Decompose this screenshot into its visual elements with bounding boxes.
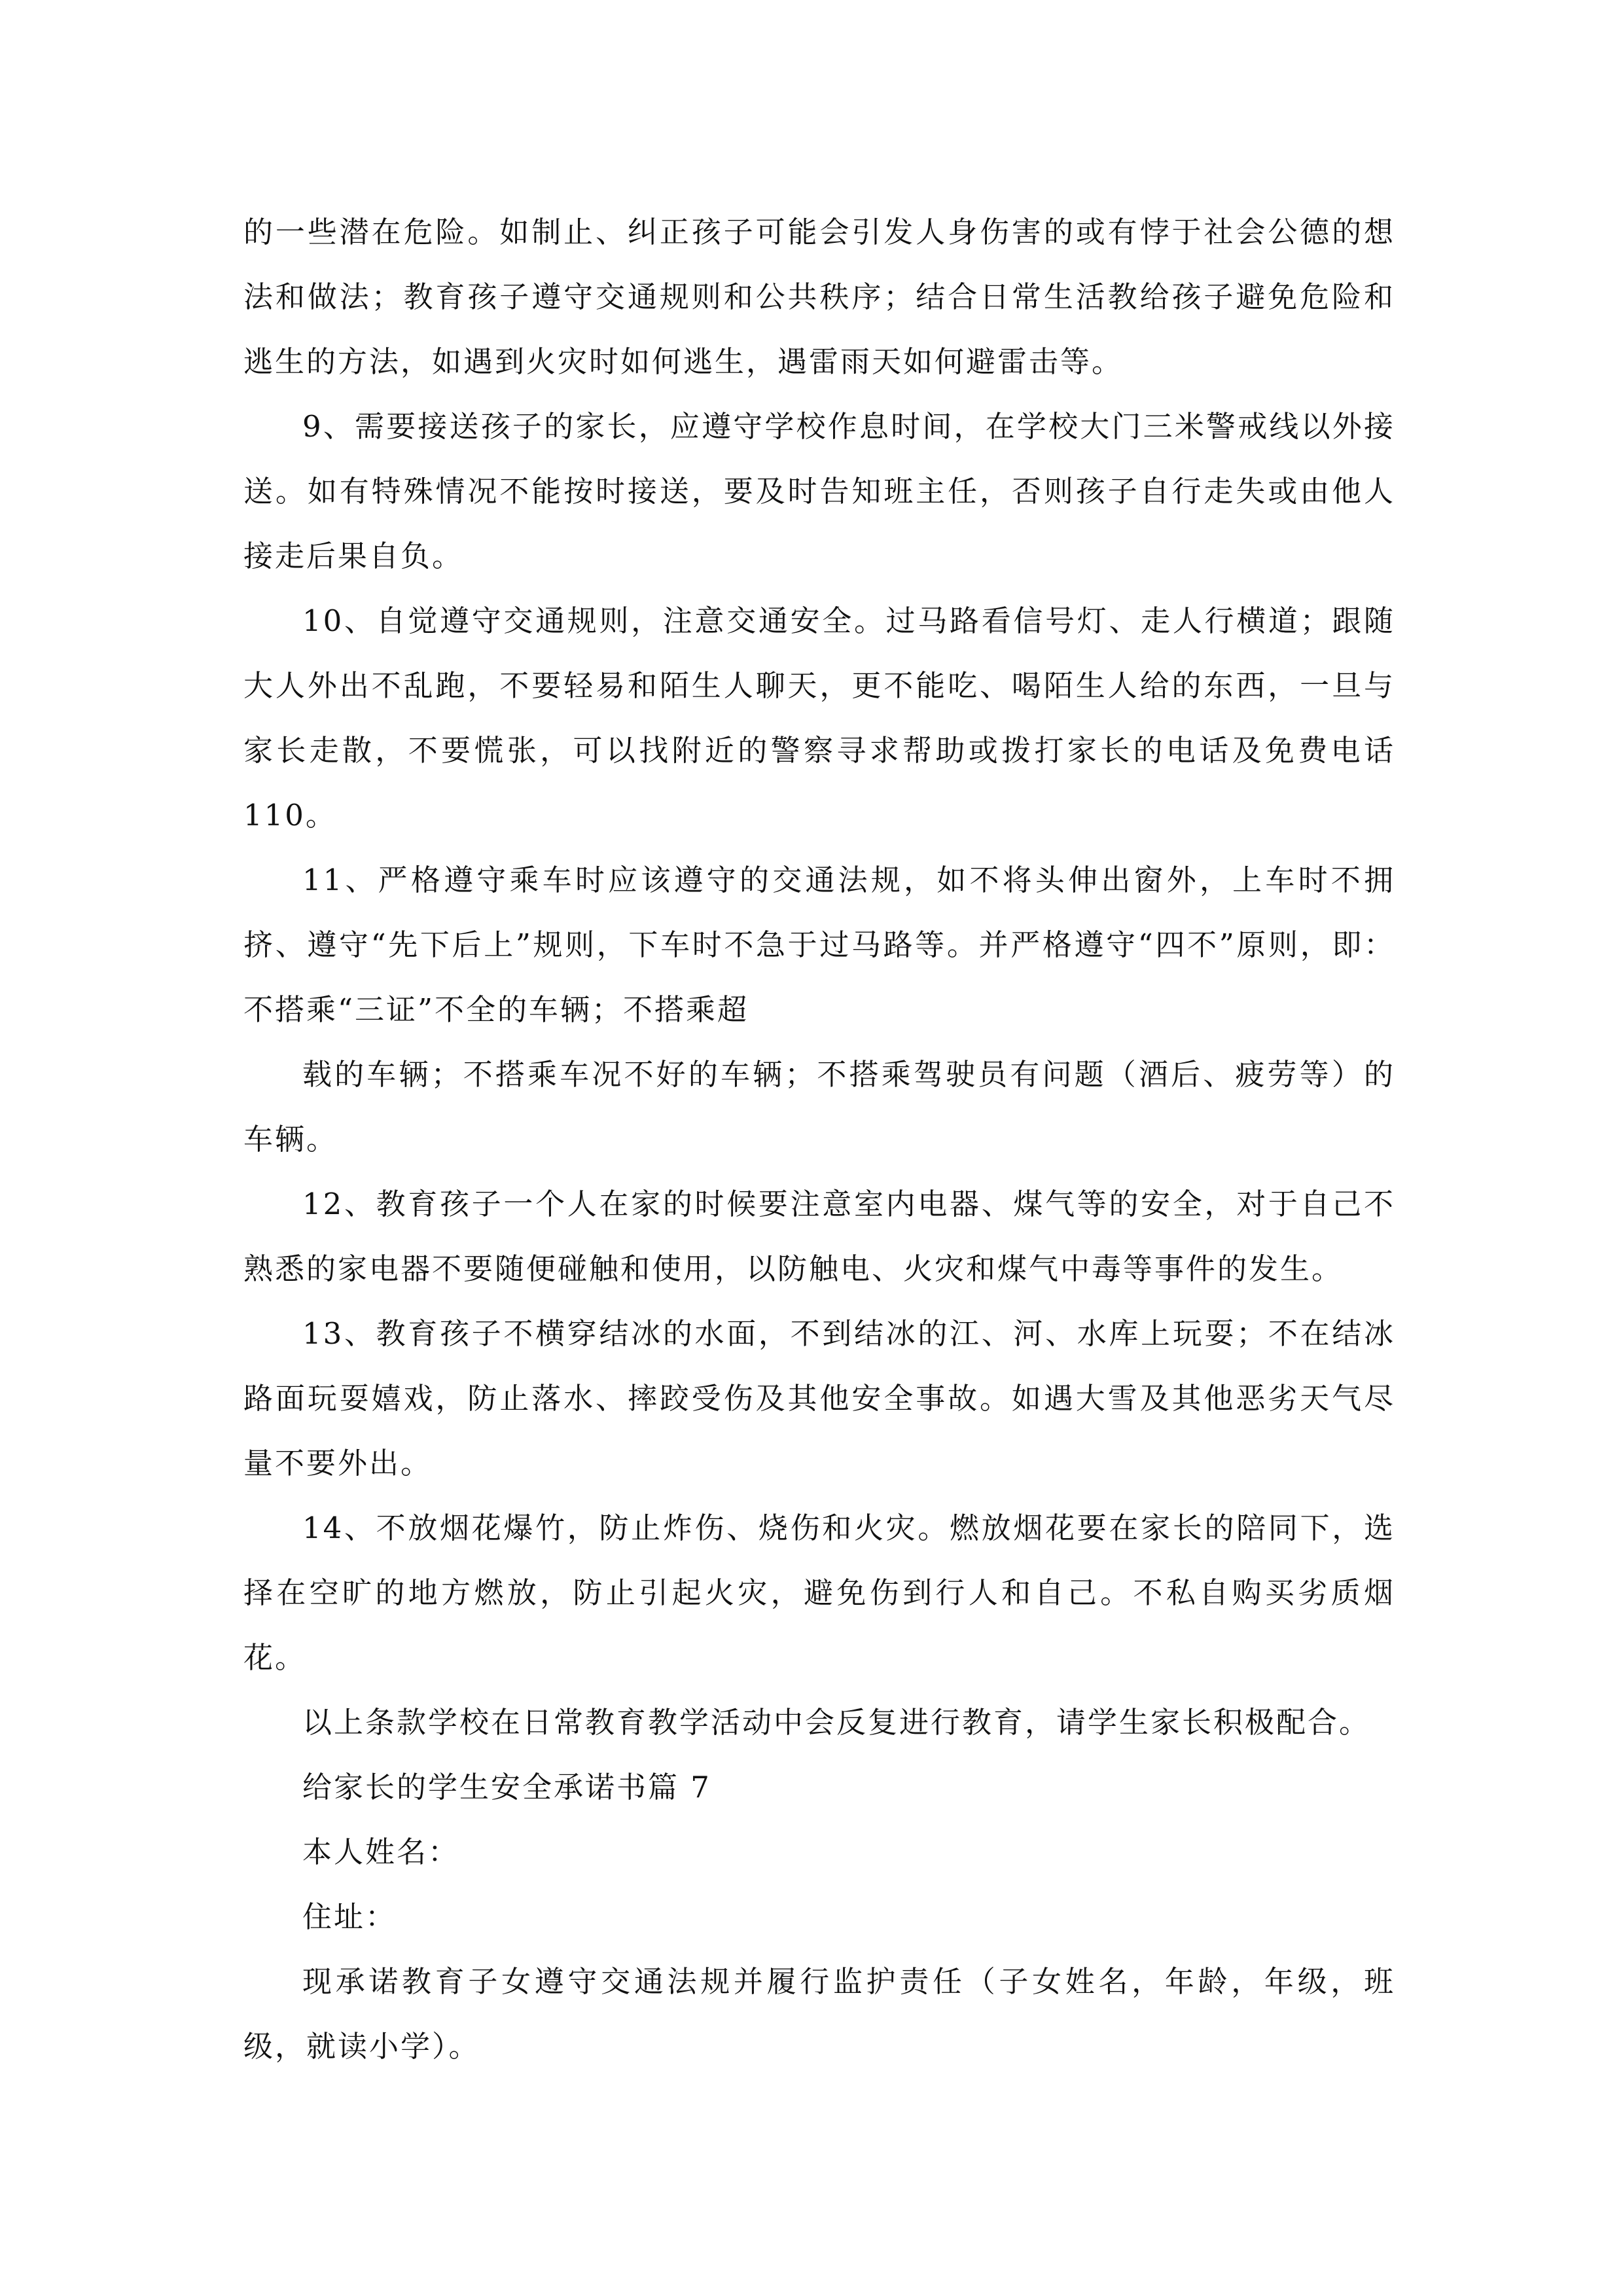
paragraph-item-11-continued: 载的车辆；不搭乘车况不好的车辆；不搭乘驾驶员有问题（酒后、疲劳等）的车辆。: [243, 1057, 1395, 1157]
paragraph-item-11: 11、严格遵守乘车时应该遵守的交通法规，如不将头伸出窗外，上车时不拥挤、遵守“先下后上”规则，下车时不急于过马路等。并严格遵守“四不”原则，即：不搭乘“三证”不全的车辆；不搭乘超: [243, 863, 1395, 1027]
paragraph-intro: 的一些潜在危险。如制止、纠正孩子可能会引发人身伤害的或有悖于社会公德的想法和做法；教育孩子遵守交通规则和公共秩序；结合日常生活教给孩子避免危险和逃生的方法，如遇到火灾时如何逃生，遇雷雨天如何避雷击等。: [243, 215, 1395, 379]
field-address-label: 住址：: [302, 1899, 397, 1934]
paragraph-item-10: 10、自觉遵守交通规则，注意交通安全。过马路看信号灯、走人行横道；跟随大人外出不乱跑，不要轻易和陌生人聊天，更不能吃、喝陌生人给的东西，一旦与家长走散，不要慌张，可以找附近的警察寻求帮助或拨打家长的电话及免费电话 110。: [243, 603, 1395, 833]
field-name-label: 本人姓名：: [302, 1835, 460, 1869]
paragraph-promise: 现承诺教育子女遵守交通法规并履行监护责任（子女姓名，年龄，年级，班级，就读小学）。: [243, 1964, 1395, 2064]
paragraph-item-14: 14、不放烟花爆竹，防止炸伤、烧伤和火灾。燃放烟花要在家长的陪同下，选择在空旷的地方燃放，防止引起火灾，避免伤到行人和自己。不私自购买劣质烟花。: [243, 1511, 1395, 1675]
document-body: [243, 200, 1395, 2079]
paragraph-summary: 以上条款学校在日常教育教学活动中会反复进行教育，请学生家长积极配合。: [302, 1705, 1371, 1740]
paragraph-item-13: 13、教育孩子不横穿结冰的水面，不到结冰的江、河、水库上玩耍；不在结冰路面玩耍嬉戏，防止落水、摔跤受伤及其他安全事故。如遇大雪及其他恶劣天气尽量不要外出。: [243, 1316, 1395, 1480]
paragraph-item-9: 9、需要接送孩子的家长，应遵守学校作息时间，在学校大门三米警戒线以外接送。如有特殊情况不能按时接送，要及时告知班主任，否则孩子自行走失或由他人接走后果自负。: [243, 409, 1395, 573]
paragraph-item-12: 12、教育孩子一个人在家的时候要注意室内电器、煤气等的安全，对于自己不熟悉的家电器不要随便碰触和使用，以防触电、火灾和煤气中毒等事件的发生。: [243, 1187, 1395, 1286]
section-title-7: 给家长的学生安全承诺书篇 7: [302, 1770, 711, 1804]
